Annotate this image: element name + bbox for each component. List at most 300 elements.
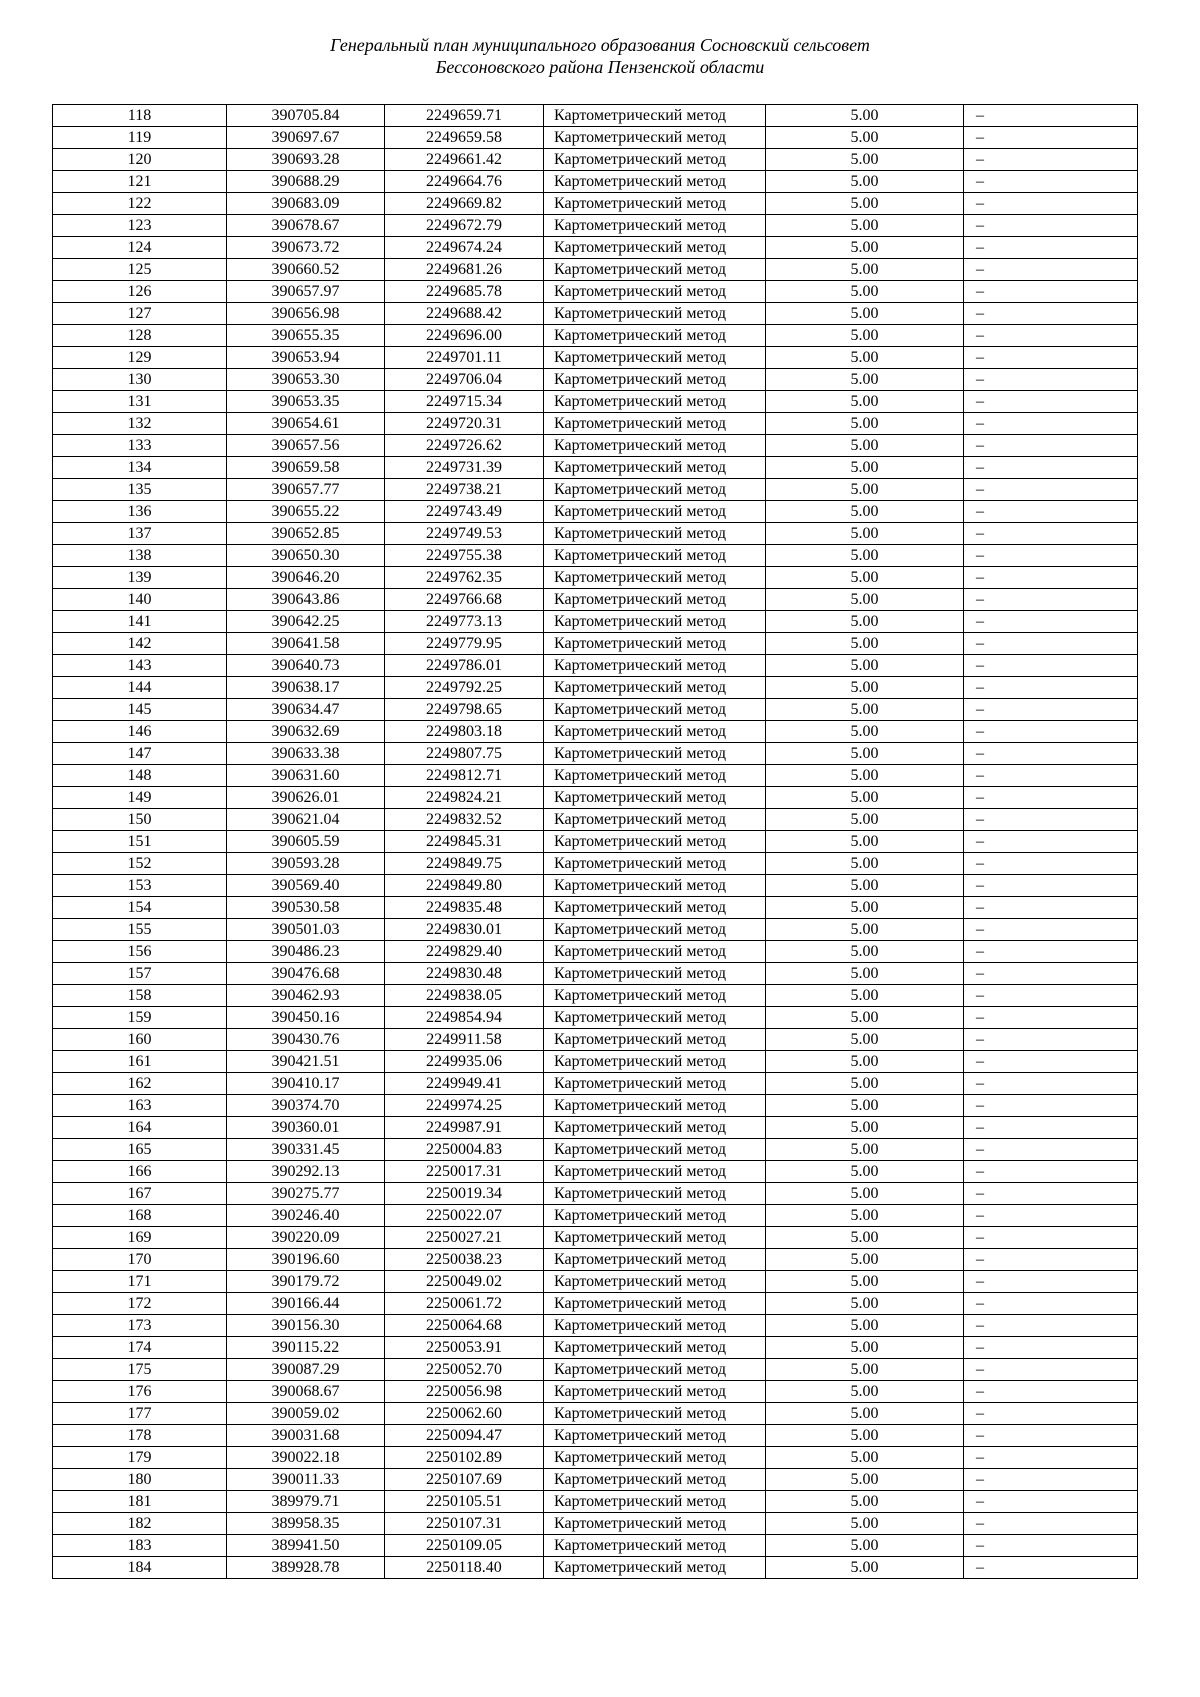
table-row	[53, 457, 1138, 479]
point-number-cell: 184	[53, 1557, 227, 1579]
description-cell: –	[964, 149, 1138, 171]
description-cell: –	[964, 325, 1138, 347]
y-coordinate-cell: 2250038.23	[385, 1249, 544, 1271]
method-cell: Картометрический метод	[544, 1117, 766, 1139]
description-cell: –	[964, 127, 1138, 149]
accuracy-cell: 5.00	[766, 1425, 964, 1447]
table-row	[53, 501, 1138, 523]
method-cell: Картометрический метод	[544, 457, 766, 479]
point-number-cell: 123	[53, 215, 227, 237]
point-number-cell: 159	[53, 1007, 227, 1029]
x-coordinate-cell: 390641.58	[227, 633, 385, 655]
accuracy-cell: 5.00	[766, 347, 964, 369]
accuracy-cell: 5.00	[766, 413, 964, 435]
x-coordinate-cell: 390654.61	[227, 413, 385, 435]
description-cell: –	[964, 743, 1138, 765]
y-coordinate-cell: 2249792.25	[385, 677, 544, 699]
x-coordinate-cell: 390476.68	[227, 963, 385, 985]
x-coordinate-cell: 390275.77	[227, 1183, 385, 1205]
method-cell: Картометрический метод	[544, 1425, 766, 1447]
table-row	[53, 281, 1138, 303]
point-number-cell: 162	[53, 1073, 227, 1095]
x-coordinate-cell: 390166.44	[227, 1293, 385, 1315]
table-row	[53, 721, 1138, 743]
accuracy-cell: 5.00	[766, 1491, 964, 1513]
coordinates-table-body	[53, 105, 1138, 1579]
x-coordinate-cell: 390331.45	[227, 1139, 385, 1161]
method-cell: Картометрический метод	[544, 1557, 766, 1579]
accuracy-cell: 5.00	[766, 1271, 964, 1293]
y-coordinate-cell: 2250064.68	[385, 1315, 544, 1337]
point-number-cell: 180	[53, 1469, 227, 1491]
point-number-cell: 169	[53, 1227, 227, 1249]
table-row	[53, 1029, 1138, 1051]
y-coordinate-cell: 2250053.91	[385, 1337, 544, 1359]
x-coordinate-cell: 390693.28	[227, 149, 385, 171]
table-row	[53, 875, 1138, 897]
description-cell: –	[964, 655, 1138, 677]
description-cell: –	[964, 1315, 1138, 1337]
x-coordinate-cell: 390156.30	[227, 1315, 385, 1337]
accuracy-cell: 5.00	[766, 281, 964, 303]
method-cell: Картометрический метод	[544, 1359, 766, 1381]
point-number-cell: 147	[53, 743, 227, 765]
header-title-line-2: Бессоновского района Пензенской области	[435, 57, 765, 77]
description-cell: –	[964, 1095, 1138, 1117]
point-number-cell: 140	[53, 589, 227, 611]
table-row	[53, 677, 1138, 699]
method-cell: Картометрический метод	[544, 897, 766, 919]
accuracy-cell: 5.00	[766, 1227, 964, 1249]
method-cell: Картометрический метод	[544, 523, 766, 545]
description-cell: –	[964, 567, 1138, 589]
point-number-cell: 181	[53, 1491, 227, 1513]
y-coordinate-cell: 2249829.40	[385, 941, 544, 963]
x-coordinate-cell: 390683.09	[227, 193, 385, 215]
x-coordinate-cell: 390697.67	[227, 127, 385, 149]
accuracy-cell: 5.00	[766, 677, 964, 699]
point-number-cell: 168	[53, 1205, 227, 1227]
y-coordinate-cell: 2249726.62	[385, 435, 544, 457]
point-number-cell: 120	[53, 149, 227, 171]
y-coordinate-cell: 2249672.79	[385, 215, 544, 237]
method-cell: Картометрический метод	[544, 391, 766, 413]
table-row	[53, 919, 1138, 941]
point-number-cell: 142	[53, 633, 227, 655]
table-row	[53, 941, 1138, 963]
x-coordinate-cell: 390652.85	[227, 523, 385, 545]
point-number-cell: 138	[53, 545, 227, 567]
table-row	[53, 193, 1138, 215]
point-number-cell: 178	[53, 1425, 227, 1447]
y-coordinate-cell: 2249849.80	[385, 875, 544, 897]
point-number-cell: 175	[53, 1359, 227, 1381]
table-row	[53, 479, 1138, 501]
point-number-cell: 164	[53, 1117, 227, 1139]
point-number-cell: 124	[53, 237, 227, 259]
method-cell: Картометрический метод	[544, 787, 766, 809]
y-coordinate-cell: 2250019.34	[385, 1183, 544, 1205]
y-coordinate-cell: 2249715.34	[385, 391, 544, 413]
method-cell: Картометрический метод	[544, 171, 766, 193]
description-cell: –	[964, 259, 1138, 281]
description-cell: –	[964, 215, 1138, 237]
x-coordinate-cell: 390631.60	[227, 765, 385, 787]
accuracy-cell: 5.00	[766, 743, 964, 765]
description-cell: –	[964, 611, 1138, 633]
method-cell: Картометрический метод	[544, 1469, 766, 1491]
x-coordinate-cell: 389979.71	[227, 1491, 385, 1513]
point-number-cell: 149	[53, 787, 227, 809]
point-number-cell: 134	[53, 457, 227, 479]
accuracy-cell: 5.00	[766, 985, 964, 1007]
table-row	[53, 237, 1138, 259]
table-row	[53, 1117, 1138, 1139]
accuracy-cell: 5.00	[766, 325, 964, 347]
point-number-cell: 129	[53, 347, 227, 369]
x-coordinate-cell: 390657.77	[227, 479, 385, 501]
method-cell: Картометрический метод	[544, 259, 766, 281]
y-coordinate-cell: 2249706.04	[385, 369, 544, 391]
method-cell: Картометрический метод	[544, 1139, 766, 1161]
table-row	[53, 1359, 1138, 1381]
description-cell: –	[964, 1381, 1138, 1403]
accuracy-cell: 5.00	[766, 655, 964, 677]
table-row	[53, 765, 1138, 787]
table-row	[53, 347, 1138, 369]
description-cell: –	[964, 1469, 1138, 1491]
description-cell: –	[964, 501, 1138, 523]
x-coordinate-cell: 390653.94	[227, 347, 385, 369]
accuracy-cell: 5.00	[766, 1161, 964, 1183]
description-cell: –	[964, 853, 1138, 875]
y-coordinate-cell: 2249949.41	[385, 1073, 544, 1095]
table-row	[53, 963, 1138, 985]
accuracy-cell: 5.00	[766, 1029, 964, 1051]
method-cell: Картометрический метод	[544, 149, 766, 171]
x-coordinate-cell: 389928.78	[227, 1557, 385, 1579]
point-number-cell: 137	[53, 523, 227, 545]
description-cell: –	[964, 1007, 1138, 1029]
method-cell: Картометрический метод	[544, 1051, 766, 1073]
y-coordinate-cell: 2250109.05	[385, 1535, 544, 1557]
description-cell: –	[964, 1535, 1138, 1557]
accuracy-cell: 5.00	[766, 589, 964, 611]
accuracy-cell: 5.00	[766, 809, 964, 831]
x-coordinate-cell: 390650.30	[227, 545, 385, 567]
table-row	[53, 985, 1138, 1007]
table-row	[53, 413, 1138, 435]
point-number-cell: 139	[53, 567, 227, 589]
point-number-cell: 127	[53, 303, 227, 325]
point-number-cell: 183	[53, 1535, 227, 1557]
method-cell: Картометрический метод	[544, 699, 766, 721]
description-cell: –	[964, 1513, 1138, 1535]
table-row	[53, 1161, 1138, 1183]
y-coordinate-cell: 2249786.01	[385, 655, 544, 677]
table-row	[53, 809, 1138, 831]
method-cell: Картометрический метод	[544, 919, 766, 941]
description-cell: –	[964, 1073, 1138, 1095]
method-cell: Картометрический метод	[544, 435, 766, 457]
y-coordinate-cell: 2250061.72	[385, 1293, 544, 1315]
table-row	[53, 1425, 1138, 1447]
y-coordinate-cell: 2250094.47	[385, 1425, 544, 1447]
y-coordinate-cell: 2249659.71	[385, 105, 544, 127]
description-cell: –	[964, 1227, 1138, 1249]
y-coordinate-cell: 2249854.94	[385, 1007, 544, 1029]
y-coordinate-cell: 2249664.76	[385, 171, 544, 193]
x-coordinate-cell: 390621.04	[227, 809, 385, 831]
description-cell: –	[964, 1161, 1138, 1183]
y-coordinate-cell: 2250062.60	[385, 1403, 544, 1425]
x-coordinate-cell: 390031.68	[227, 1425, 385, 1447]
method-cell: Картометрический метод	[544, 985, 766, 1007]
method-cell: Картометрический метод	[544, 1183, 766, 1205]
point-number-cell: 163	[53, 1095, 227, 1117]
description-cell: –	[964, 105, 1138, 127]
point-number-cell: 135	[53, 479, 227, 501]
x-coordinate-cell: 390655.22	[227, 501, 385, 523]
y-coordinate-cell: 2250118.40	[385, 1557, 544, 1579]
method-cell: Картометрический метод	[544, 501, 766, 523]
method-cell: Картометрический метод	[544, 677, 766, 699]
table-row	[53, 259, 1138, 281]
y-coordinate-cell: 2249701.11	[385, 347, 544, 369]
method-cell: Картометрический метод	[544, 347, 766, 369]
point-number-cell: 170	[53, 1249, 227, 1271]
y-coordinate-cell: 2249807.75	[385, 743, 544, 765]
x-coordinate-cell: 390569.40	[227, 875, 385, 897]
point-number-cell: 151	[53, 831, 227, 853]
method-cell: Картометрический метод	[544, 215, 766, 237]
table-row	[53, 897, 1138, 919]
point-number-cell: 166	[53, 1161, 227, 1183]
accuracy-cell: 5.00	[766, 369, 964, 391]
x-coordinate-cell: 390640.73	[227, 655, 385, 677]
accuracy-cell: 5.00	[766, 545, 964, 567]
accuracy-cell: 5.00	[766, 237, 964, 259]
table-row	[53, 1337, 1138, 1359]
accuracy-cell: 5.00	[766, 853, 964, 875]
x-coordinate-cell: 390626.01	[227, 787, 385, 809]
description-cell: –	[964, 699, 1138, 721]
table-row	[53, 567, 1138, 589]
x-coordinate-cell: 390450.16	[227, 1007, 385, 1029]
table-row	[53, 589, 1138, 611]
accuracy-cell: 5.00	[766, 699, 964, 721]
table-row	[53, 743, 1138, 765]
y-coordinate-cell: 2249845.31	[385, 831, 544, 853]
y-coordinate-cell: 2249659.58	[385, 127, 544, 149]
y-coordinate-cell: 2249773.13	[385, 611, 544, 633]
accuracy-cell: 5.00	[766, 1095, 964, 1117]
x-coordinate-cell: 390653.30	[227, 369, 385, 391]
method-cell: Картометрический метод	[544, 1227, 766, 1249]
description-cell: –	[964, 589, 1138, 611]
x-coordinate-cell: 390410.17	[227, 1073, 385, 1095]
table-row	[53, 1139, 1138, 1161]
y-coordinate-cell: 2249661.42	[385, 149, 544, 171]
description-cell: –	[964, 897, 1138, 919]
y-coordinate-cell: 2250052.70	[385, 1359, 544, 1381]
description-cell: –	[964, 1183, 1138, 1205]
table-row	[53, 1205, 1138, 1227]
x-coordinate-cell: 390646.20	[227, 567, 385, 589]
method-cell: Картометрический метод	[544, 875, 766, 897]
x-coordinate-cell: 390593.28	[227, 853, 385, 875]
x-coordinate-cell: 390421.51	[227, 1051, 385, 1073]
method-cell: Картометрический метод	[544, 281, 766, 303]
method-cell: Картометрический метод	[544, 809, 766, 831]
y-coordinate-cell: 2249674.24	[385, 237, 544, 259]
point-number-cell: 177	[53, 1403, 227, 1425]
method-cell: Картометрический метод	[544, 567, 766, 589]
description-cell: –	[964, 281, 1138, 303]
y-coordinate-cell: 2249824.21	[385, 787, 544, 809]
table-row	[53, 1293, 1138, 1315]
table-row	[53, 1007, 1138, 1029]
accuracy-cell: 5.00	[766, 1183, 964, 1205]
method-cell: Картометрический метод	[544, 1315, 766, 1337]
y-coordinate-cell: 2249987.91	[385, 1117, 544, 1139]
description-cell: –	[964, 1293, 1138, 1315]
point-number-cell: 126	[53, 281, 227, 303]
y-coordinate-cell: 2249803.18	[385, 721, 544, 743]
table-row	[53, 1491, 1138, 1513]
table-row	[53, 215, 1138, 237]
point-number-cell: 153	[53, 875, 227, 897]
y-coordinate-cell: 2250107.31	[385, 1513, 544, 1535]
point-number-cell: 144	[53, 677, 227, 699]
accuracy-cell: 5.00	[766, 897, 964, 919]
point-number-cell: 171	[53, 1271, 227, 1293]
x-coordinate-cell: 390011.33	[227, 1469, 385, 1491]
accuracy-cell: 5.00	[766, 149, 964, 171]
y-coordinate-cell: 2249738.21	[385, 479, 544, 501]
point-number-cell: 136	[53, 501, 227, 523]
accuracy-cell: 5.00	[766, 303, 964, 325]
x-coordinate-cell: 389958.35	[227, 1513, 385, 1535]
method-cell: Картометрический метод	[544, 193, 766, 215]
table-row	[53, 1381, 1138, 1403]
accuracy-cell: 5.00	[766, 1249, 964, 1271]
accuracy-cell: 5.00	[766, 875, 964, 897]
x-coordinate-cell: 390688.29	[227, 171, 385, 193]
point-number-cell: 161	[53, 1051, 227, 1073]
x-coordinate-cell: 390678.67	[227, 215, 385, 237]
point-number-cell: 172	[53, 1293, 227, 1315]
description-cell: –	[964, 193, 1138, 215]
table-row	[53, 1183, 1138, 1205]
method-cell: Картометрический метод	[544, 831, 766, 853]
accuracy-cell: 5.00	[766, 391, 964, 413]
accuracy-cell: 5.00	[766, 127, 964, 149]
x-coordinate-cell: 390068.67	[227, 1381, 385, 1403]
x-coordinate-cell: 390605.59	[227, 831, 385, 853]
point-number-cell: 174	[53, 1337, 227, 1359]
table-row	[53, 1403, 1138, 1425]
accuracy-cell: 5.00	[766, 1205, 964, 1227]
accuracy-cell: 5.00	[766, 1447, 964, 1469]
description-cell: –	[964, 1557, 1138, 1579]
method-cell: Картометрический метод	[544, 963, 766, 985]
method-cell: Картометрический метод	[544, 765, 766, 787]
table-row	[53, 1557, 1138, 1579]
point-number-cell: 133	[53, 435, 227, 457]
table-row	[53, 1513, 1138, 1535]
method-cell: Картометрический метод	[544, 1293, 766, 1315]
accuracy-cell: 5.00	[766, 1007, 964, 1029]
description-cell: –	[964, 1029, 1138, 1051]
description-cell: –	[964, 941, 1138, 963]
y-coordinate-cell: 2249731.39	[385, 457, 544, 479]
y-coordinate-cell: 2249755.38	[385, 545, 544, 567]
method-cell: Картометрический метод	[544, 369, 766, 391]
point-number-cell: 154	[53, 897, 227, 919]
description-cell: –	[964, 1117, 1138, 1139]
accuracy-cell: 5.00	[766, 1381, 964, 1403]
method-cell: Картометрический метод	[544, 303, 766, 325]
method-cell: Картометрический метод	[544, 1161, 766, 1183]
description-cell: –	[964, 1337, 1138, 1359]
y-coordinate-cell: 2249743.49	[385, 501, 544, 523]
y-coordinate-cell: 2249974.25	[385, 1095, 544, 1117]
table-row	[53, 523, 1138, 545]
x-coordinate-cell: 390657.97	[227, 281, 385, 303]
description-cell: –	[964, 1425, 1138, 1447]
y-coordinate-cell: 2249835.48	[385, 897, 544, 919]
x-coordinate-cell: 390633.38	[227, 743, 385, 765]
description-cell: –	[964, 875, 1138, 897]
table-row	[53, 1315, 1138, 1337]
accuracy-cell: 5.00	[766, 1403, 964, 1425]
table-row	[53, 1095, 1138, 1117]
point-number-cell: 157	[53, 963, 227, 985]
method-cell: Картометрический метод	[544, 127, 766, 149]
y-coordinate-cell: 2249779.95	[385, 633, 544, 655]
x-coordinate-cell: 390673.72	[227, 237, 385, 259]
y-coordinate-cell: 2250049.02	[385, 1271, 544, 1293]
description-cell: –	[964, 435, 1138, 457]
method-cell: Картометрический метод	[544, 1447, 766, 1469]
description-cell: –	[964, 347, 1138, 369]
table-row	[53, 127, 1138, 149]
table-row	[53, 1271, 1138, 1293]
description-cell: –	[964, 1139, 1138, 1161]
description-cell: –	[964, 919, 1138, 941]
y-coordinate-cell: 2249812.71	[385, 765, 544, 787]
x-coordinate-cell: 390430.76	[227, 1029, 385, 1051]
table-row	[53, 435, 1138, 457]
y-coordinate-cell: 2250102.89	[385, 1447, 544, 1469]
table-row	[53, 105, 1138, 127]
x-coordinate-cell: 390638.17	[227, 677, 385, 699]
point-number-cell: 165	[53, 1139, 227, 1161]
point-number-cell: 156	[53, 941, 227, 963]
method-cell: Картометрический метод	[544, 1205, 766, 1227]
y-coordinate-cell: 2249849.75	[385, 853, 544, 875]
x-coordinate-cell: 390656.98	[227, 303, 385, 325]
y-coordinate-cell: 2250056.98	[385, 1381, 544, 1403]
table-row	[53, 1249, 1138, 1271]
description-cell: –	[964, 413, 1138, 435]
table-row	[53, 831, 1138, 853]
method-cell: Картометрический метод	[544, 1095, 766, 1117]
accuracy-cell: 5.00	[766, 1535, 964, 1557]
accuracy-cell: 5.00	[766, 457, 964, 479]
x-coordinate-cell: 390087.29	[227, 1359, 385, 1381]
